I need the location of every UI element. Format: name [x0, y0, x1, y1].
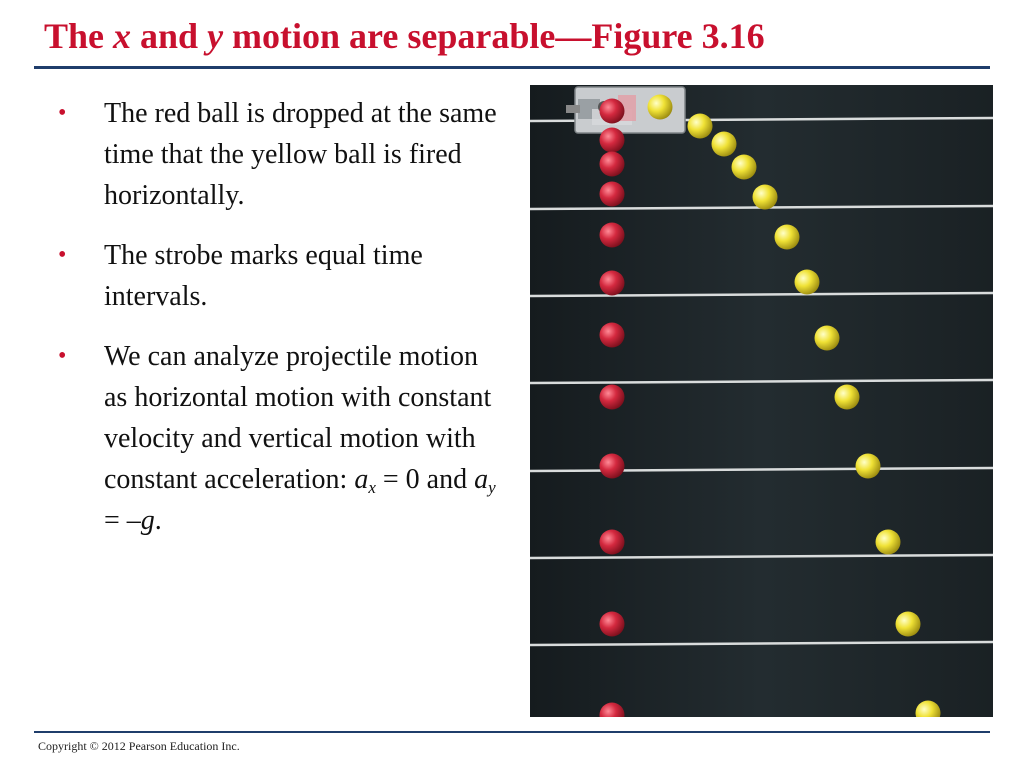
- yellow-ball: [775, 225, 800, 250]
- red-ball: [600, 271, 625, 296]
- red-ball: [600, 530, 625, 555]
- red-ball: [600, 99, 625, 124]
- bullet-text: .: [154, 505, 162, 536]
- yellow-ball: [795, 270, 820, 295]
- strobe-photo: [530, 85, 993, 717]
- math-equals-zero: = 0: [375, 464, 420, 495]
- math-subscript-y: y: [488, 478, 496, 497]
- yellow-ball: [876, 530, 901, 555]
- red-ball: [600, 385, 625, 410]
- title-var-x: x: [113, 16, 132, 56]
- math-equals-minus: = –: [104, 505, 141, 536]
- yellow-ball: [856, 454, 881, 479]
- bullet-text: The strobe marks equal time intervals.: [104, 240, 423, 312]
- red-ball: [600, 223, 625, 248]
- bullet-item: [54, 336, 504, 541]
- bullet-item: [54, 235, 504, 317]
- slide-title: [44, 14, 765, 58]
- copyright-text: Copyright © 2012 Pearson Education Inc.: [38, 739, 240, 753]
- bullet-text: and: [419, 464, 475, 495]
- bullet-icon: •: [58, 242, 67, 268]
- yellow-ball: [712, 132, 737, 157]
- bullet-text: We can analyze projectile motion as horizontal motion with constant velocity and vertical motion with constant acceleration:: [104, 341, 492, 495]
- bullet-list: [54, 93, 504, 560]
- title-var-y: y: [207, 16, 224, 56]
- bullet-text: The red ball is dropped at the same time that the yellow ball is fired horizontally.: [104, 98, 497, 211]
- yellow-ball: [896, 612, 921, 637]
- red-ball: [600, 323, 625, 348]
- yellow-ball: [835, 385, 860, 410]
- red-ball: [600, 612, 625, 637]
- math-var-g: g: [140, 505, 155, 536]
- red-ball: [600, 454, 625, 479]
- math-subscript-x: x: [368, 478, 376, 497]
- math-var-a: a: [474, 464, 489, 495]
- math-var-a: a: [354, 464, 369, 495]
- footer-divider: [34, 731, 990, 733]
- yellow-ball: [688, 114, 713, 139]
- title-text: The: [44, 16, 114, 56]
- red-ball: [600, 128, 625, 153]
- bullet-icon: •: [58, 343, 67, 369]
- strobe-photo-illustration: [530, 85, 993, 717]
- bullet-icon: •: [58, 100, 67, 126]
- yellow-ball: [753, 185, 778, 210]
- yellow-ball: [815, 326, 840, 351]
- red-ball: [600, 182, 625, 207]
- title-text: and: [131, 16, 208, 56]
- photo-background: [530, 85, 993, 717]
- title-divider: [34, 66, 990, 69]
- yellow-ball: [648, 95, 673, 120]
- yellow-ball: [732, 155, 757, 180]
- title-text: motion are separable—Figure 3.16: [223, 16, 765, 56]
- bullet-item: [54, 93, 504, 216]
- red-ball: [600, 152, 625, 177]
